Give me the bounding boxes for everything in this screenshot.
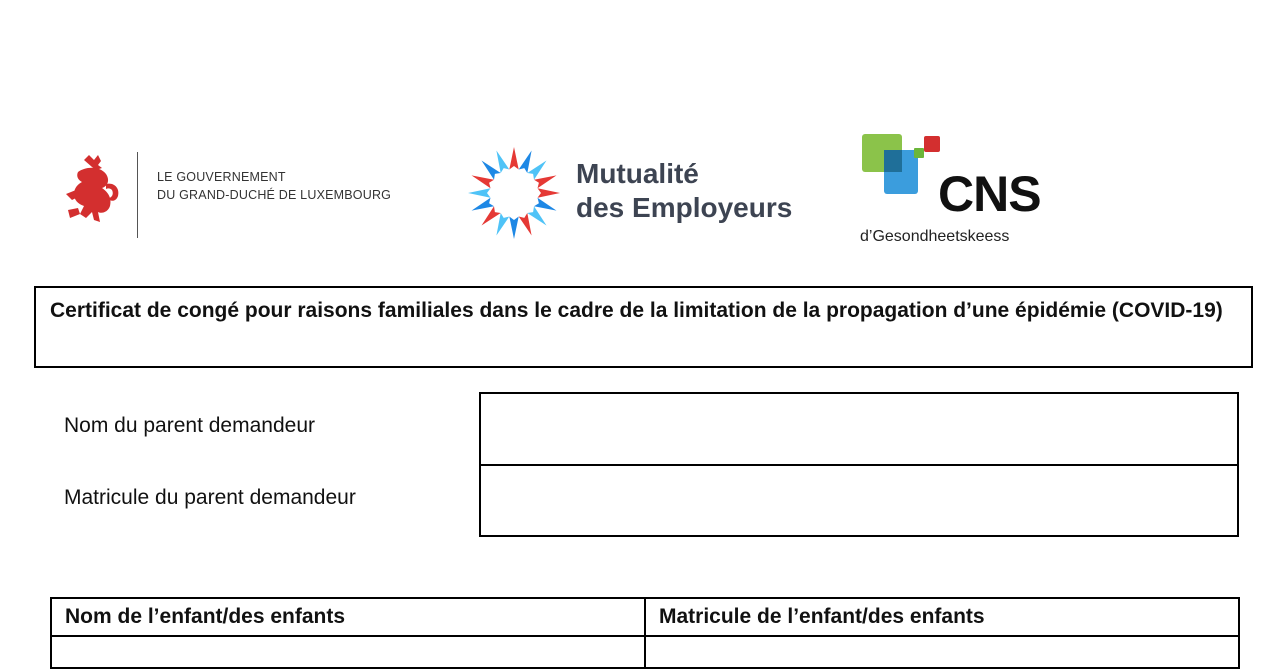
star-segment [482, 206, 501, 225]
star-segment [519, 213, 532, 236]
government-logo [62, 150, 422, 245]
cns-logo [858, 132, 1078, 252]
mutualite-star-icon [466, 145, 562, 241]
children-table-header [51, 598, 1239, 636]
star-segment [538, 188, 561, 197]
star-segment [468, 188, 491, 197]
star-segment [472, 198, 495, 211]
form-title-box [34, 286, 1253, 368]
children-table [50, 597, 1240, 669]
parent-name-label: Nom du parent demandeur [64, 414, 315, 437]
cns-name: CNS [938, 166, 1041, 222]
parent-name-field[interactable] [479, 392, 1239, 466]
parent-matricule-label: Matricule du parent demandeur [64, 486, 356, 509]
column-header-child-name: Nom de l’enfant/des enfants [51, 598, 645, 636]
star-segment [509, 147, 518, 170]
mutualite-name-line1: Mutualité [576, 158, 699, 189]
red-lion-icon [62, 154, 124, 232]
star-segment [527, 206, 546, 225]
star-segment [534, 175, 557, 188]
logo-divider [137, 152, 138, 238]
form-title: Certificat de congé pour raisons familiales dans le cadre de la limitation de la propagation d’une épidémie (COVID-19) [50, 299, 1223, 322]
child-name-cell[interactable] [51, 636, 645, 668]
table-row [51, 636, 1239, 668]
star-segment [534, 198, 557, 211]
star-segment [496, 213, 509, 236]
star-segment [472, 175, 495, 188]
star-segment [519, 151, 532, 174]
column-header-child-matricule: Matricule de l’enfant/des enfants [645, 598, 1239, 636]
child-matricule-cell[interactable] [645, 636, 1239, 668]
cns-subtitle: d’Gesondheetskeess [860, 228, 1010, 245]
government-name-line1: LE GOUVERNEMENT [157, 170, 286, 184]
parent-matricule-field[interactable] [479, 464, 1239, 537]
star-segment [496, 151, 509, 174]
star-segment [527, 161, 546, 180]
mutualite-name-line2: des Employeurs [576, 192, 793, 223]
government-name-line2: DU GRAND-DUCHÉ DE LUXEMBOURG [157, 188, 392, 202]
mutualite-logo [466, 145, 826, 240]
star-segment [482, 161, 501, 180]
star-segment [509, 217, 518, 240]
cns-squares-icon [858, 132, 948, 202]
